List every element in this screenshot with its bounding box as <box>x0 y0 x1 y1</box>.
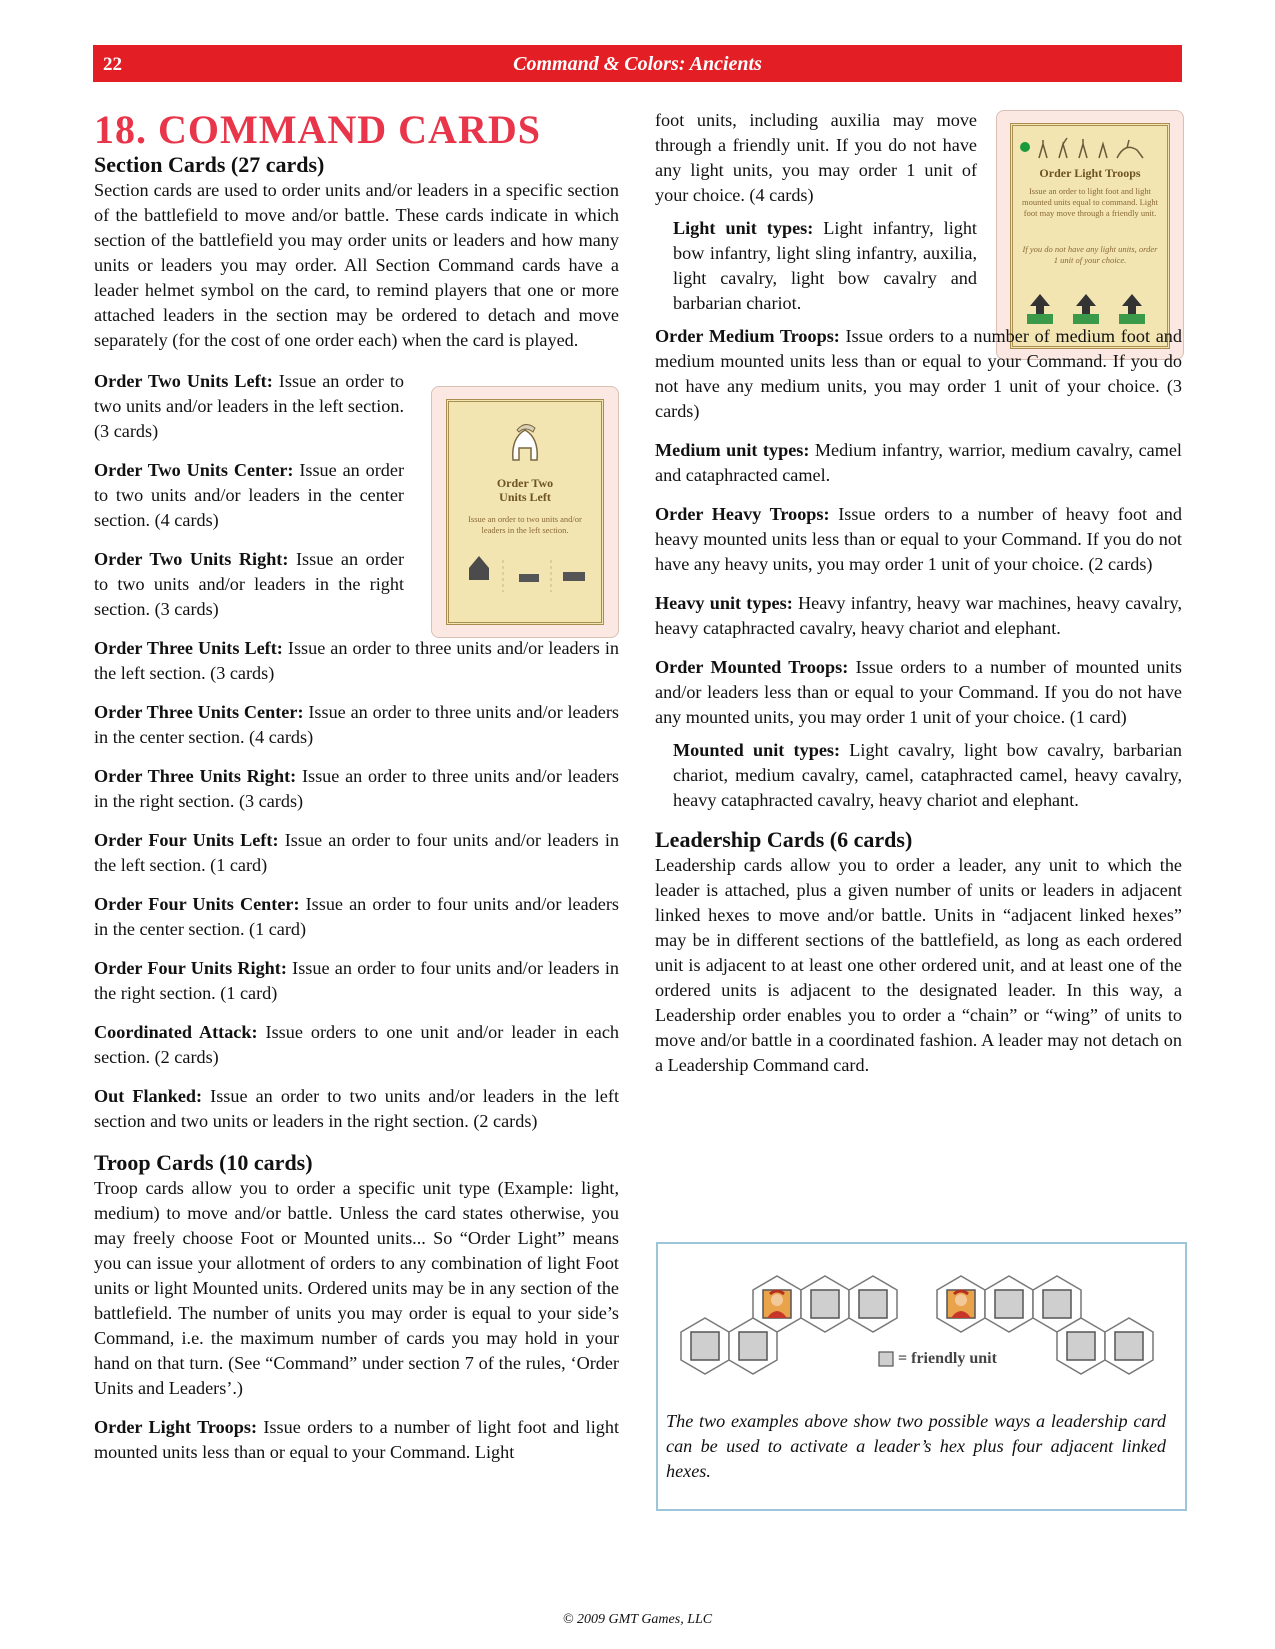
item-three-left: Order Three Units Left: Issue an order to three units and/or leaders in the left section. (3 cards) <box>94 638 619 683</box>
card-light-title: Order Light Troops <box>1039 166 1141 180</box>
right-column <box>655 108 1182 1092</box>
heavy-unit-types: Heavy unit types: Heavy infantry, heavy war machines, heavy cavalry, heavy cataphracted cavalry, heavy chariot and elephant. <box>655 593 1183 638</box>
chapter-title: 18. COMMAND CARDS <box>94 107 541 152</box>
troop-cards-intro: Troop cards allow you to order a specific unit type (Example: light, medium) to move and/or battle. Unless the card states otherwise, you may freely choose Foot or Mounted units... So “Order Light” means you can issue your allotment of orders to any combination of light Foot units or light Mounted units. Ordered units may be in any section of the battlefield. The number of units you may order is equal to your side’s Command, i.e. the maximum number of cards you may hold in your hand on that turn. (See “Command” under section 7 of the rules, ‘Order Units and Leaders’.) <box>94 1178 619 1398</box>
order-light-troops: Order Light Troops: Issue orders to a number of light foot and light mounted units less than or equal to your Command. Light <box>94 1417 619 1462</box>
mounted-unit-types: Mounted unit types: Light cavalry, light bow cavalry, barbarian chariot, medium cavalry, camel, cataphracted camel, heavy cavalry, heavy cataphracted cavalry, heavy chariot and elephant. <box>673 740 1183 810</box>
card-light-text2: If you do not have any light units, order 1 unit of your choice. <box>1022 244 1158 265</box>
leadership-hex-figure <box>656 1242 1187 1511</box>
command-card-image <box>446 399 604 625</box>
item-two-left: Order Two Units Left: Issue an order to two units and/or leaders in the left section. (3 cards) <box>94 371 404 441</box>
figure-caption: The two examples above show two possible ways a leadership card can be used to activate a leader’s hex plus four adjacent linked hexes. <box>666 1411 1166 1481</box>
command-card-frame <box>431 386 619 638</box>
page-number: 22 <box>103 54 122 75</box>
helmet-icon <box>505 420 545 464</box>
two-units-block <box>94 369 404 622</box>
right-narrow-block <box>655 108 977 316</box>
light-troops-cont: foot units, including auxilia may move through a friendly unit. If you do not have any light units, you may order 1 unit of your choice. (4 cards) <box>655 110 977 205</box>
item-four-right: Order Four Units Right: Issue an order to four units and/or leaders in the right section. (1 card) <box>94 958 619 1003</box>
card-text: Issue an order to two units and/or leaders in the left section. <box>468 514 582 535</box>
item-four-left: Order Four Units Left: Issue an order to four units and/or leaders in the left section. (1 card) <box>94 830 619 875</box>
light-unit-types: Light unit types: Light infantry, light bow infantry, light sling infantry, auxilia, light cavalry, light bow cavalry and barbarian chariot. <box>673 218 977 313</box>
order-medium-troops: Order Medium Troops: Issue orders to a number of medium foot and medium mounted units less than or equal to your Command. If you do not have any medium units, you may order 1 unit of your choice. (3 cards) <box>655 326 1182 421</box>
leadership-cards-heading: Leadership Cards (6 cards) <box>655 827 913 852</box>
hex-legend: = friendly unit <box>898 1350 997 1367</box>
page-header <box>93 45 1182 82</box>
page-footer: © 2009 GMT Games, LLC <box>562 1612 713 1627</box>
order-heavy-troops: Order Heavy Troops: Issue orders to a number of heavy foot and heavy mounted units less than or equal to your Command. If you do not have any heavy units, you may order 1 unit of your choice. (2 cards) <box>655 504 1182 574</box>
item-coordinated-attack: Coordinated Attack: Issue orders to one unit and/or leader in each section. (2 cards) <box>94 1022 619 1067</box>
medium-unit-types: Medium unit types: Medium infantry, warrior, medium cavalry, camel and cataphracted camel. <box>655 440 1182 485</box>
card-title: Order Two Units Left <box>496 476 554 504</box>
section-cards-heading: Section Cards (27 cards) <box>94 152 325 177</box>
item-three-center: Order Three Units Center: Issue an order to three units and/or leaders in the center section. (4 cards) <box>94 702 620 747</box>
item-four-center: Order Four Units Center: Issue an order to four units and/or leaders in the center section. (1 card) <box>94 894 620 939</box>
item-out-flanked: Out Flanked: Issue an order to two units and/or leaders in the left section and two units or leaders in the right section. (2 cards) <box>94 1086 619 1131</box>
order-mounted-troops: Order Mounted Troops: Issue orders to a number of mounted units and/or leaders less than or equal to your Command. If you do not have any mounted units, you may order 1 unit of your choice. (1 card) <box>655 657 1182 727</box>
section-cards-intro: Section cards are used to order units and/or leaders in a specific section of the battlefield to move and/or battle. These cards indicate in which section of the battlefield you may order units or leaders and how many units or leaders you may order. All Section Command cards have a leader helmet symbol on the card, to remind players that one or more attached leaders in the section may be ordered to detach and move separately (for the cost of one order each) when the card is played. <box>94 180 619 350</box>
troop-cards-heading: Troop Cards (10 cards) <box>94 1150 313 1175</box>
item-two-center: Order Two Units Center: Issue an order to two units and/or leaders in the center section. (4 cards) <box>94 460 404 530</box>
leadership-cards-text: Leadership cards allow you to order a leader, any unit to which the leader is attached, plus a given number of units or leaders in adjacent linked hexes to move and/or battle. Units in “adjacent linked hexes” may be in different sections of the battlefield, as long as each ordered unit is adjacent to at least one other ordered unit, and at least one of the ordered units is adjacent to the designated leader. In this way, a Leadership order enables you to order a “chain” or “wing” of units to move and/or battle in a coordinated fashion. A leader may not detach on a Leadership Command card. <box>655 855 1182 1075</box>
item-three-right: Order Three Units Right: Issue an order to three units and/or leaders in the right section. (3 cards) <box>94 766 620 811</box>
item-two-right: Order Two Units Right: Issue an order to two units and/or leaders in the right section. (3 cards) <box>94 549 405 619</box>
unit-arrows-icon <box>455 552 595 592</box>
hex-diagram <box>658 1244 1185 1394</box>
header-title: Command & Colors: Ancients <box>513 53 762 75</box>
card-light-text: Issue an order to light foot and light mounted units equal to command. Light foot may move through a friendly unit. <box>1022 186 1158 218</box>
left-column <box>94 108 619 1479</box>
